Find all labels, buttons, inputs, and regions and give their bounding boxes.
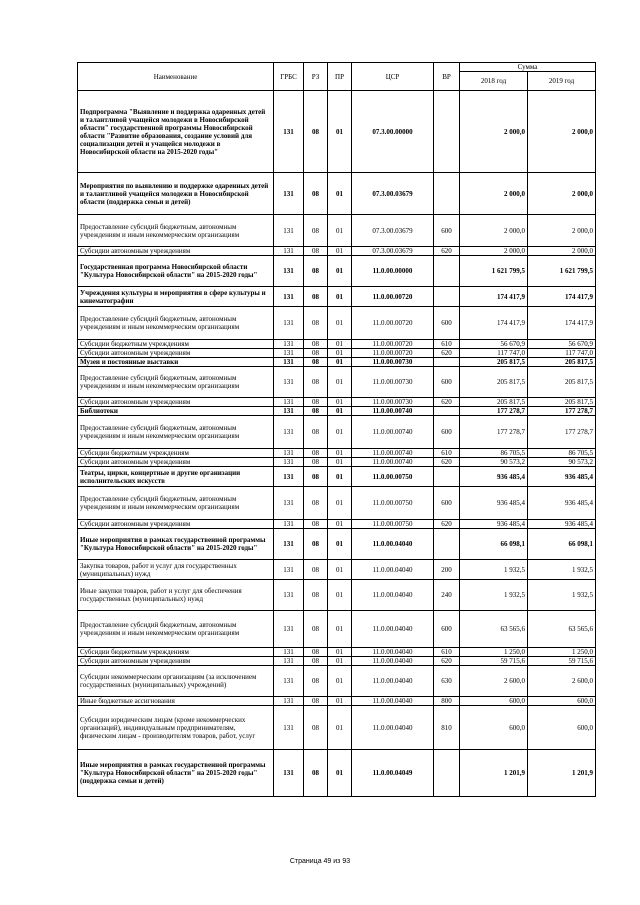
cell-grbs: 131 xyxy=(274,520,304,529)
cell-pr: 01 xyxy=(328,173,352,215)
cell-grbs: 131 xyxy=(274,487,304,520)
cell-grbs: 131 xyxy=(274,449,304,458)
cell-grbs: 131 xyxy=(274,657,304,666)
cell-csr: 11.0.00.00730 xyxy=(352,367,434,398)
cell-name: Учреждения культуры и мероприятия в сфере культуры и кинематографии xyxy=(78,287,274,307)
cell-grbs: 131 xyxy=(274,173,304,215)
cell-pr: 01 xyxy=(328,529,352,560)
cell-rz: 08 xyxy=(304,247,328,256)
cell-rz: 08 xyxy=(304,449,328,458)
col-header-rz: РЗ xyxy=(304,63,328,91)
cell-sum-2019: 86 705,5 xyxy=(528,449,596,458)
cell-pr: 01 xyxy=(328,349,352,358)
cell-grbs: 131 xyxy=(274,611,304,648)
cell-csr: 07.3.00.03679 xyxy=(352,247,434,256)
col-header-csr: ЦСР xyxy=(352,63,434,91)
cell-vr xyxy=(434,173,460,215)
cell-vr: 620 xyxy=(434,349,460,358)
cell-rz: 08 xyxy=(304,487,328,520)
cell-sum-2018: 1 932,5 xyxy=(460,580,528,611)
table-row xyxy=(78,648,596,657)
cell-sum-2019: 205 817,5 xyxy=(528,367,596,398)
cell-grbs: 131 xyxy=(274,367,304,398)
table-row xyxy=(78,91,596,173)
budget-document xyxy=(77,62,595,797)
cell-sum-2018: 174 417,9 xyxy=(460,287,528,307)
cell-sum-2018: 205 817,5 xyxy=(460,358,528,367)
cell-name: Предоставление субсидий бюджетным, автономным учреждениям и иным некоммерческим организациям xyxy=(78,416,274,449)
cell-sum-2018: 2 000,0 xyxy=(460,215,528,247)
cell-sum-2019: 1 932,5 xyxy=(528,580,596,611)
col-header-sum: Сумма xyxy=(460,63,596,72)
cell-name: Предоставление субсидий бюджетным, автономным учреждениям и иным некоммерческим организациям xyxy=(78,215,274,247)
cell-name: Субсидии автономным учреждениям xyxy=(78,247,274,256)
cell-pr: 01 xyxy=(328,287,352,307)
cell-rz: 08 xyxy=(304,657,328,666)
cell-grbs: 131 xyxy=(274,215,304,247)
cell-sum-2018: 2 600,0 xyxy=(460,666,528,697)
cell-rz: 08 xyxy=(304,706,328,750)
table-row xyxy=(78,706,596,750)
table-row xyxy=(78,287,596,307)
cell-name: Музеи и постоянные выставки xyxy=(78,358,274,367)
cell-csr: 11.0.00.00720 xyxy=(352,287,434,307)
cell-sum-2019: 117 747,0 xyxy=(528,349,596,358)
cell-rz: 08 xyxy=(304,520,328,529)
cell-pr: 01 xyxy=(328,560,352,580)
cell-rz: 08 xyxy=(304,529,328,560)
cell-pr: 01 xyxy=(328,449,352,458)
cell-vr: 620 xyxy=(434,398,460,407)
cell-grbs: 131 xyxy=(274,398,304,407)
cell-csr: 11.0.00.00720 xyxy=(352,307,434,340)
cell-name: Субсидии автономным учреждениям xyxy=(78,349,274,358)
cell-csr: 11.0.00.04040 xyxy=(352,697,434,706)
cell-csr: 11.0.00.04040 xyxy=(352,580,434,611)
cell-sum-2019: 2 000,0 xyxy=(528,91,596,173)
cell-csr: 11.0.00.00740 xyxy=(352,416,434,449)
cell-vr xyxy=(434,287,460,307)
cell-grbs: 131 xyxy=(274,407,304,416)
cell-vr: 630 xyxy=(434,666,460,697)
cell-pr: 01 xyxy=(328,416,352,449)
cell-sum-2018: 936 485,4 xyxy=(460,467,528,487)
cell-grbs: 131 xyxy=(274,458,304,467)
cell-sum-2019: 2 600,0 xyxy=(528,666,596,697)
cell-sum-2018: 1 932,5 xyxy=(460,560,528,580)
cell-rz: 08 xyxy=(304,407,328,416)
col-header-pr: ПР xyxy=(328,63,352,91)
cell-vr xyxy=(434,256,460,287)
cell-rz: 08 xyxy=(304,697,328,706)
cell-name: Государственная программа Новосибирской области "Культура Новосибирской области" на 2015-2020 годы" xyxy=(78,256,274,287)
cell-pr: 01 xyxy=(328,458,352,467)
cell-sum-2019: 174 417,9 xyxy=(528,287,596,307)
table-row xyxy=(78,487,596,520)
cell-grbs: 131 xyxy=(274,706,304,750)
cell-csr: 11.0.00.04040 xyxy=(352,657,434,666)
cell-sum-2019: 1 201,9 xyxy=(528,750,596,797)
cell-rz: 08 xyxy=(304,648,328,657)
cell-rz: 08 xyxy=(304,467,328,487)
cell-rz: 08 xyxy=(304,611,328,648)
cell-rz: 08 xyxy=(304,91,328,173)
cell-vr: 610 xyxy=(434,340,460,349)
cell-rz: 08 xyxy=(304,666,328,697)
cell-csr: 07.3.00.03679 xyxy=(352,173,434,215)
table-row xyxy=(78,449,596,458)
cell-csr: 11.0.00.04040 xyxy=(352,611,434,648)
cell-pr: 01 xyxy=(328,398,352,407)
cell-csr: 11.0.00.00750 xyxy=(352,467,434,487)
cell-sum-2019: 600,0 xyxy=(528,706,596,750)
cell-sum-2018: 86 705,5 xyxy=(460,449,528,458)
cell-pr: 01 xyxy=(328,247,352,256)
cell-rz: 08 xyxy=(304,367,328,398)
cell-csr: 11.0.00.04040 xyxy=(352,648,434,657)
cell-vr: 600 xyxy=(434,611,460,648)
cell-pr: 01 xyxy=(328,487,352,520)
cell-name: Закупка товаров, работ и услуг для государственных (муниципальных) нужд xyxy=(78,560,274,580)
cell-rz: 08 xyxy=(304,458,328,467)
cell-vr: 620 xyxy=(434,520,460,529)
cell-sum-2019: 600,0 xyxy=(528,697,596,706)
cell-pr: 01 xyxy=(328,750,352,797)
table-row xyxy=(78,173,596,215)
cell-pr: 01 xyxy=(328,215,352,247)
table-row xyxy=(78,340,596,349)
cell-pr: 01 xyxy=(328,467,352,487)
cell-name: Субсидии автономным учреждениям xyxy=(78,458,274,467)
cell-vr xyxy=(434,750,460,797)
cell-csr: 07.3.00.03679 xyxy=(352,215,434,247)
table-row xyxy=(78,467,596,487)
col-header-grbs: ГРБС xyxy=(274,63,304,91)
table-row xyxy=(78,349,596,358)
table-row xyxy=(78,520,596,529)
cell-vr: 600 xyxy=(434,307,460,340)
cell-csr: 11.0.00.04049 xyxy=(352,750,434,797)
cell-rz: 08 xyxy=(304,287,328,307)
cell-csr: 11.0.00.00720 xyxy=(352,349,434,358)
cell-vr: 200 xyxy=(434,560,460,580)
col-header-2018: 2018 год xyxy=(460,72,528,91)
cell-name: Субсидии автономным учреждениям xyxy=(78,398,274,407)
table-row xyxy=(78,666,596,697)
cell-name: Иные мероприятия в рамках государственной программы "Культура Новосибирской области" на 2015-2020 годы" xyxy=(78,529,274,560)
col-header-vr: ВР xyxy=(434,63,460,91)
cell-vr: 600 xyxy=(434,367,460,398)
cell-sum-2019: 205 817,5 xyxy=(528,398,596,407)
cell-grbs: 131 xyxy=(274,416,304,449)
table-row xyxy=(78,560,596,580)
cell-grbs: 131 xyxy=(274,358,304,367)
cell-csr: 11.0.00.00730 xyxy=(352,398,434,407)
cell-sum-2019: 2 000,0 xyxy=(528,215,596,247)
cell-name: Подпрограмма "Выявление и поддержка одаренных детей и талантливой учащейся молодежи в Новосибирской области" государственной программы Новосибирской области "Развитие образования, создание условий для социализации детей и учащейся молодежи в Новосибирской области на 2015-2020 годы" xyxy=(78,91,274,173)
cell-sum-2018: 59 715,6 xyxy=(460,657,528,666)
cell-csr: 11.0.00.00000 xyxy=(352,256,434,287)
table-row xyxy=(78,256,596,287)
cell-sum-2019: 59 715,6 xyxy=(528,657,596,666)
cell-grbs: 131 xyxy=(274,697,304,706)
table-row xyxy=(78,367,596,398)
cell-pr: 01 xyxy=(328,358,352,367)
cell-csr: 11.0.00.00750 xyxy=(352,520,434,529)
cell-name: Субсидии некоммерческим организациям (за исключением государственных (муниципальных) учреждений) xyxy=(78,666,274,697)
cell-name: Субсидии автономным учреждениям xyxy=(78,657,274,666)
cell-csr: 11.0.00.00730 xyxy=(352,358,434,367)
col-header-name: Наименование xyxy=(78,63,274,91)
cell-grbs: 131 xyxy=(274,247,304,256)
cell-sum-2018: 936 485,4 xyxy=(460,520,528,529)
cell-pr: 01 xyxy=(328,648,352,657)
cell-vr: 610 xyxy=(434,449,460,458)
cell-sum-2018: 2 000,0 xyxy=(460,91,528,173)
cell-vr: 620 xyxy=(434,657,460,666)
cell-pr: 01 xyxy=(328,340,352,349)
table-body xyxy=(78,91,596,797)
cell-rz: 08 xyxy=(304,307,328,340)
cell-sum-2018: 2 000,0 xyxy=(460,173,528,215)
cell-csr: 11.0.00.00750 xyxy=(352,487,434,520)
cell-pr: 01 xyxy=(328,520,352,529)
cell-sum-2018: 117 747,0 xyxy=(460,349,528,358)
cell-vr: 240 xyxy=(434,580,460,611)
cell-grbs: 131 xyxy=(274,467,304,487)
cell-sum-2019: 936 485,4 xyxy=(528,487,596,520)
cell-name: Субсидии бюджетным учреждениям xyxy=(78,449,274,458)
page-number: Страница 49 из 93 xyxy=(289,858,351,865)
cell-sum-2019: 2 000,0 xyxy=(528,247,596,256)
cell-pr: 01 xyxy=(328,611,352,648)
cell-rz: 08 xyxy=(304,349,328,358)
cell-name: Предоставление субсидий бюджетным, автономным учреждениям и иным некоммерческим организациям xyxy=(78,611,274,648)
cell-sum-2018: 205 817,5 xyxy=(460,398,528,407)
table-row xyxy=(78,215,596,247)
cell-sum-2019: 177 278,7 xyxy=(528,416,596,449)
cell-vr xyxy=(434,91,460,173)
cell-sum-2018: 936 485,4 xyxy=(460,487,528,520)
cell-csr: 11.0.00.00720 xyxy=(352,340,434,349)
cell-name: Предоставление субсидий бюджетным, автономным учреждениям и иным некоммерческим организациям xyxy=(78,367,274,398)
cell-sum-2018: 1 621 799,5 xyxy=(460,256,528,287)
cell-rz: 08 xyxy=(304,580,328,611)
cell-sum-2018: 63 565,6 xyxy=(460,611,528,648)
table-row xyxy=(78,416,596,449)
cell-pr: 01 xyxy=(328,407,352,416)
cell-sum-2019: 936 485,4 xyxy=(528,520,596,529)
cell-vr: 600 xyxy=(434,416,460,449)
table-row xyxy=(78,750,596,797)
cell-sum-2019: 205 817,5 xyxy=(528,358,596,367)
cell-pr: 01 xyxy=(328,657,352,666)
cell-sum-2019: 177 278,7 xyxy=(528,407,596,416)
table-row xyxy=(78,247,596,256)
cell-name: Мероприятия по выявлению и поддержке одаренных детей и талантливой учащейся молодежи в Новосибирской области (поддержка семьи и детей) xyxy=(78,173,274,215)
cell-csr: 11.0.00.04040 xyxy=(352,706,434,750)
cell-rz: 08 xyxy=(304,358,328,367)
cell-grbs: 131 xyxy=(274,307,304,340)
cell-sum-2019: 56 670,9 xyxy=(528,340,596,349)
cell-vr: 620 xyxy=(434,458,460,467)
table-row xyxy=(78,529,596,560)
cell-grbs: 131 xyxy=(274,648,304,657)
cell-csr: 11.0.00.04040 xyxy=(352,666,434,697)
cell-rz: 08 xyxy=(304,340,328,349)
cell-name: Иные бюджетные ассигнования xyxy=(78,697,274,706)
cell-rz: 08 xyxy=(304,256,328,287)
cell-rz: 08 xyxy=(304,173,328,215)
table-row xyxy=(78,580,596,611)
cell-sum-2019: 2 000,0 xyxy=(528,173,596,215)
table-row xyxy=(78,398,596,407)
cell-sum-2018: 90 573,2 xyxy=(460,458,528,467)
cell-pr: 01 xyxy=(328,666,352,697)
cell-name: Субсидии бюджетным учреждениям xyxy=(78,648,274,657)
cell-sum-2018: 177 278,7 xyxy=(460,407,528,416)
cell-name: Театры, цирки, концертные и другие организации исполнительских искусств xyxy=(78,467,274,487)
cell-sum-2019: 1 250,0 xyxy=(528,648,596,657)
cell-grbs: 131 xyxy=(274,666,304,697)
cell-pr: 01 xyxy=(328,367,352,398)
cell-grbs: 131 xyxy=(274,91,304,173)
cell-csr: 11.0.00.04040 xyxy=(352,529,434,560)
cell-pr: 01 xyxy=(328,580,352,611)
cell-sum-2018: 1 250,0 xyxy=(460,648,528,657)
cell-sum-2018: 600,0 xyxy=(460,706,528,750)
cell-grbs: 131 xyxy=(274,256,304,287)
cell-csr: 11.0.00.04040 xyxy=(352,560,434,580)
cell-grbs: 131 xyxy=(274,340,304,349)
cell-vr: 810 xyxy=(434,706,460,750)
cell-grbs: 131 xyxy=(274,750,304,797)
cell-csr: 07.3.00.00000 xyxy=(352,91,434,173)
cell-name: Предоставление субсидий бюджетным, автономным учреждениям и иным некоммерческим организациям xyxy=(78,487,274,520)
cell-csr: 11.0.00.00740 xyxy=(352,458,434,467)
table-row xyxy=(78,307,596,340)
cell-pr: 01 xyxy=(328,91,352,173)
cell-csr: 11.0.00.00740 xyxy=(352,449,434,458)
cell-sum-2018: 66 098,1 xyxy=(460,529,528,560)
cell-pr: 01 xyxy=(328,706,352,750)
cell-sum-2018: 2 000,0 xyxy=(460,247,528,256)
cell-sum-2019: 1 621 799,5 xyxy=(528,256,596,287)
cell-name: Библиотеки xyxy=(78,407,274,416)
cell-rz: 08 xyxy=(304,750,328,797)
cell-vr: 600 xyxy=(434,215,460,247)
cell-csr: 11.0.00.00740 xyxy=(352,407,434,416)
cell-grbs: 131 xyxy=(274,529,304,560)
cell-grbs: 131 xyxy=(274,349,304,358)
cell-name: Субсидии юридическим лицам (кроме некоммерческих организаций), индивидуальным предпринимателям, физическим лицам - производителям товаров, работ, услуг xyxy=(78,706,274,750)
cell-grbs: 131 xyxy=(274,580,304,611)
col-header-2019: 2019 год xyxy=(528,72,596,91)
cell-pr: 01 xyxy=(328,697,352,706)
cell-sum-2019: 174 417,9 xyxy=(528,307,596,340)
cell-vr xyxy=(434,407,460,416)
table-row xyxy=(78,407,596,416)
table-row xyxy=(78,611,596,648)
cell-name: Иные мероприятия в рамках государственной программы "Культура Новосибирской области" на 2015-2020 годы"(поддержка семьи и детей) xyxy=(78,750,274,797)
cell-sum-2018: 1 201,9 xyxy=(460,750,528,797)
cell-vr: 600 xyxy=(434,487,460,520)
cell-sum-2018: 174 417,9 xyxy=(460,307,528,340)
cell-sum-2018: 56 670,9 xyxy=(460,340,528,349)
cell-rz: 08 xyxy=(304,416,328,449)
cell-name: Предоставление субсидий бюджетным, автономным учреждениям и иным некоммерческим организациям xyxy=(78,307,274,340)
cell-sum-2019: 936 485,4 xyxy=(528,467,596,487)
cell-name: Иные закупки товаров, работ и услуг для обеспечения государственных (муниципальных) нужд xyxy=(78,580,274,611)
cell-vr: 800 xyxy=(434,697,460,706)
cell-pr: 01 xyxy=(328,256,352,287)
cell-name: Субсидии бюджетным учреждениям xyxy=(78,340,274,349)
cell-sum-2019: 90 573,2 xyxy=(528,458,596,467)
cell-rz: 08 xyxy=(304,215,328,247)
cell-sum-2019: 1 932,5 xyxy=(528,560,596,580)
cell-rz: 08 xyxy=(304,560,328,580)
table-row xyxy=(78,358,596,367)
cell-vr xyxy=(434,467,460,487)
cell-vr xyxy=(434,358,460,367)
cell-rz: 08 xyxy=(304,398,328,407)
cell-sum-2019: 63 565,6 xyxy=(528,611,596,648)
table-row xyxy=(78,657,596,666)
cell-grbs: 131 xyxy=(274,560,304,580)
cell-sum-2019: 66 098,1 xyxy=(528,529,596,560)
cell-sum-2018: 205 817,5 xyxy=(460,367,528,398)
cell-sum-2018: 177 278,7 xyxy=(460,416,528,449)
cell-vr: 610 xyxy=(434,648,460,657)
cell-name: Субсидии автономным учреждениям xyxy=(78,520,274,529)
budget-table xyxy=(77,62,596,797)
table-row xyxy=(78,458,596,467)
table-row xyxy=(78,697,596,706)
cell-vr: 620 xyxy=(434,247,460,256)
cell-pr: 01 xyxy=(328,307,352,340)
cell-vr xyxy=(434,529,460,560)
cell-grbs: 131 xyxy=(274,287,304,307)
cell-sum-2018: 600,0 xyxy=(460,697,528,706)
